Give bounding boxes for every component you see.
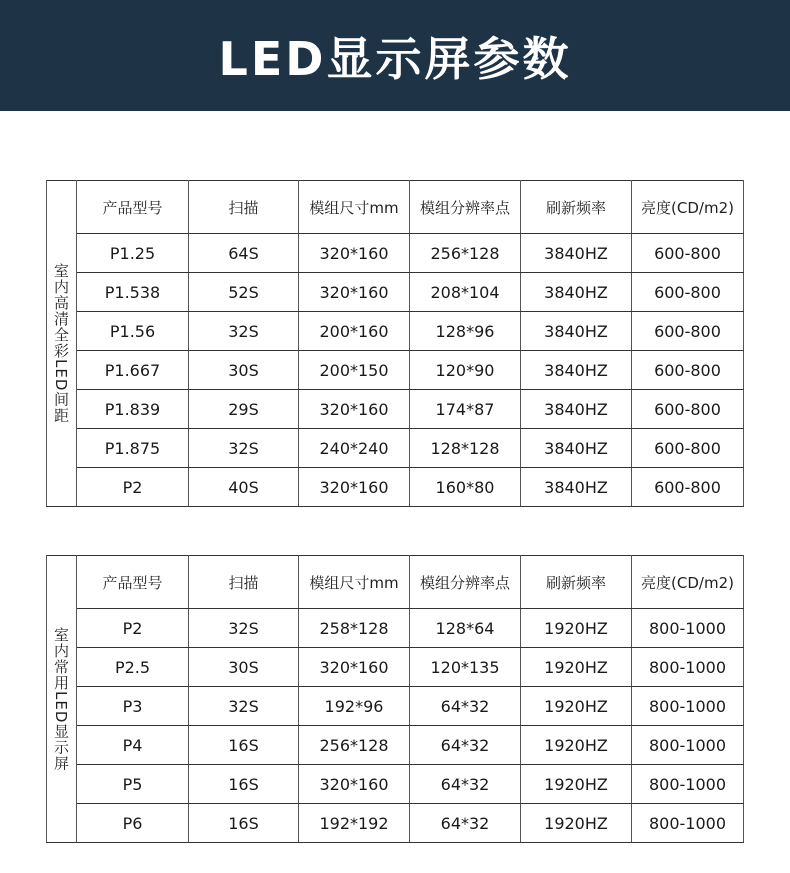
category-label-cell (47, 181, 77, 507)
table-row (47, 273, 744, 312)
table-cell: 64*32 (410, 687, 521, 726)
table-cell: 800-1000 (632, 648, 744, 687)
table-row (47, 312, 744, 351)
table-cell: 1920HZ (521, 648, 632, 687)
table-row (47, 726, 744, 765)
table-cell: P1.25 (77, 234, 189, 273)
table-cell: 1920HZ (521, 765, 632, 804)
table-cell: 3840HZ (521, 351, 632, 390)
table-cell: 320*160 (299, 234, 410, 273)
table-cell: 600-800 (632, 234, 744, 273)
table-cell: 64S (189, 234, 299, 273)
table-cell: 240*240 (299, 429, 410, 468)
table-cell: 32S (189, 312, 299, 351)
table-row (47, 648, 744, 687)
table-cell: 800-1000 (632, 804, 744, 843)
table-cell: P3 (77, 687, 189, 726)
table-cell: P5 (77, 765, 189, 804)
table-cell: 600-800 (632, 429, 744, 468)
table-cell: 256*128 (299, 726, 410, 765)
table-cell: 3840HZ (521, 234, 632, 273)
table-cell: P1.56 (77, 312, 189, 351)
column-header: 刷新频率 (521, 556, 632, 609)
title-banner (0, 0, 790, 111)
table-cell: 3840HZ (521, 312, 632, 351)
table-cell: 160*80 (410, 468, 521, 507)
table-cell: P2.5 (77, 648, 189, 687)
table-cell: 200*150 (299, 351, 410, 390)
table-cell: 40S (189, 468, 299, 507)
table-row (47, 609, 744, 648)
spec-table (46, 555, 744, 843)
table-cell: 200*160 (299, 312, 410, 351)
table-cell: 320*160 (299, 765, 410, 804)
table-cell: P6 (77, 804, 189, 843)
table-cell: 1920HZ (521, 726, 632, 765)
table-cell: P4 (77, 726, 189, 765)
table-cell: 1920HZ (521, 687, 632, 726)
category-label: 室内常用LED显示屏 (52, 626, 70, 772)
spec-table-indoor-hd (46, 180, 743, 507)
table-cell: 128*64 (410, 609, 521, 648)
table-cell: 800-1000 (632, 765, 744, 804)
spec-table (46, 180, 744, 507)
column-header: 扫描 (189, 556, 299, 609)
table-cell: 192*96 (299, 687, 410, 726)
table-cell: 320*160 (299, 273, 410, 312)
column-header: 模组尺寸mm (299, 181, 410, 234)
table-cell: 3840HZ (521, 390, 632, 429)
table-cell: 600-800 (632, 273, 744, 312)
table-cell: P2 (77, 609, 189, 648)
column-header: 亮度(CD/m2) (632, 556, 744, 609)
column-header: 扫描 (189, 181, 299, 234)
table-cell: 32S (189, 687, 299, 726)
table-cell: P1.875 (77, 429, 189, 468)
spec-table-indoor-common (46, 555, 743, 843)
table-cell: 600-800 (632, 390, 744, 429)
table-cell: 64*32 (410, 726, 521, 765)
table-row (47, 429, 744, 468)
table-cell: 600-800 (632, 468, 744, 507)
table-cell: 16S (189, 804, 299, 843)
table-cell: 32S (189, 609, 299, 648)
table-cell: 320*160 (299, 390, 410, 429)
table-cell: 174*87 (410, 390, 521, 429)
table-row (47, 687, 744, 726)
table-cell: 3840HZ (521, 273, 632, 312)
page-title: LED显示屏参数 (218, 31, 572, 86)
table-row (47, 765, 744, 804)
table-cell: 120*135 (410, 648, 521, 687)
table-cell: 30S (189, 648, 299, 687)
table-row (47, 351, 744, 390)
table-cell: 258*128 (299, 609, 410, 648)
table-row (47, 804, 744, 843)
column-header: 产品型号 (77, 181, 189, 234)
table-cell: 128*96 (410, 312, 521, 351)
table-cell: 1920HZ (521, 804, 632, 843)
table-cell: 320*160 (299, 468, 410, 507)
table-cell: 320*160 (299, 648, 410, 687)
table-cell: 16S (189, 765, 299, 804)
table-cell: 1920HZ (521, 609, 632, 648)
table-cell: 3840HZ (521, 468, 632, 507)
table-row (47, 468, 744, 507)
header-row (47, 181, 744, 234)
table-cell: 29S (189, 390, 299, 429)
table-cell: 128*128 (410, 429, 521, 468)
header-row (47, 556, 744, 609)
table-row (47, 390, 744, 429)
table-cell: 16S (189, 726, 299, 765)
table-cell: 32S (189, 429, 299, 468)
table-cell: 3840HZ (521, 429, 632, 468)
table-cell: 64*32 (410, 765, 521, 804)
table-cell: P1.667 (77, 351, 189, 390)
table-cell: 192*192 (299, 804, 410, 843)
table-cell: 208*104 (410, 273, 521, 312)
table-cell: 52S (189, 273, 299, 312)
column-header: 模组分辨率点 (410, 556, 521, 609)
table-cell: P2 (77, 468, 189, 507)
table-row (47, 234, 744, 273)
table-cell: 600-800 (632, 351, 744, 390)
table-cell: 120*90 (410, 351, 521, 390)
table-cell: 800-1000 (632, 687, 744, 726)
category-label-cell (47, 556, 77, 843)
column-header: 模组分辨率点 (410, 181, 521, 234)
column-header: 模组尺寸mm (299, 556, 410, 609)
category-label: 室内高清全彩LED间距 (52, 263, 70, 424)
table-cell: 600-800 (632, 312, 744, 351)
table-cell: P1.839 (77, 390, 189, 429)
table-cell: 800-1000 (632, 726, 744, 765)
table-cell: 256*128 (410, 234, 521, 273)
table-cell: 30S (189, 351, 299, 390)
table-cell: 800-1000 (632, 609, 744, 648)
column-header: 产品型号 (77, 556, 189, 609)
table-cell: 64*32 (410, 804, 521, 843)
column-header: 刷新频率 (521, 181, 632, 234)
table-cell: P1.538 (77, 273, 189, 312)
column-header: 亮度(CD/m2) (632, 181, 744, 234)
